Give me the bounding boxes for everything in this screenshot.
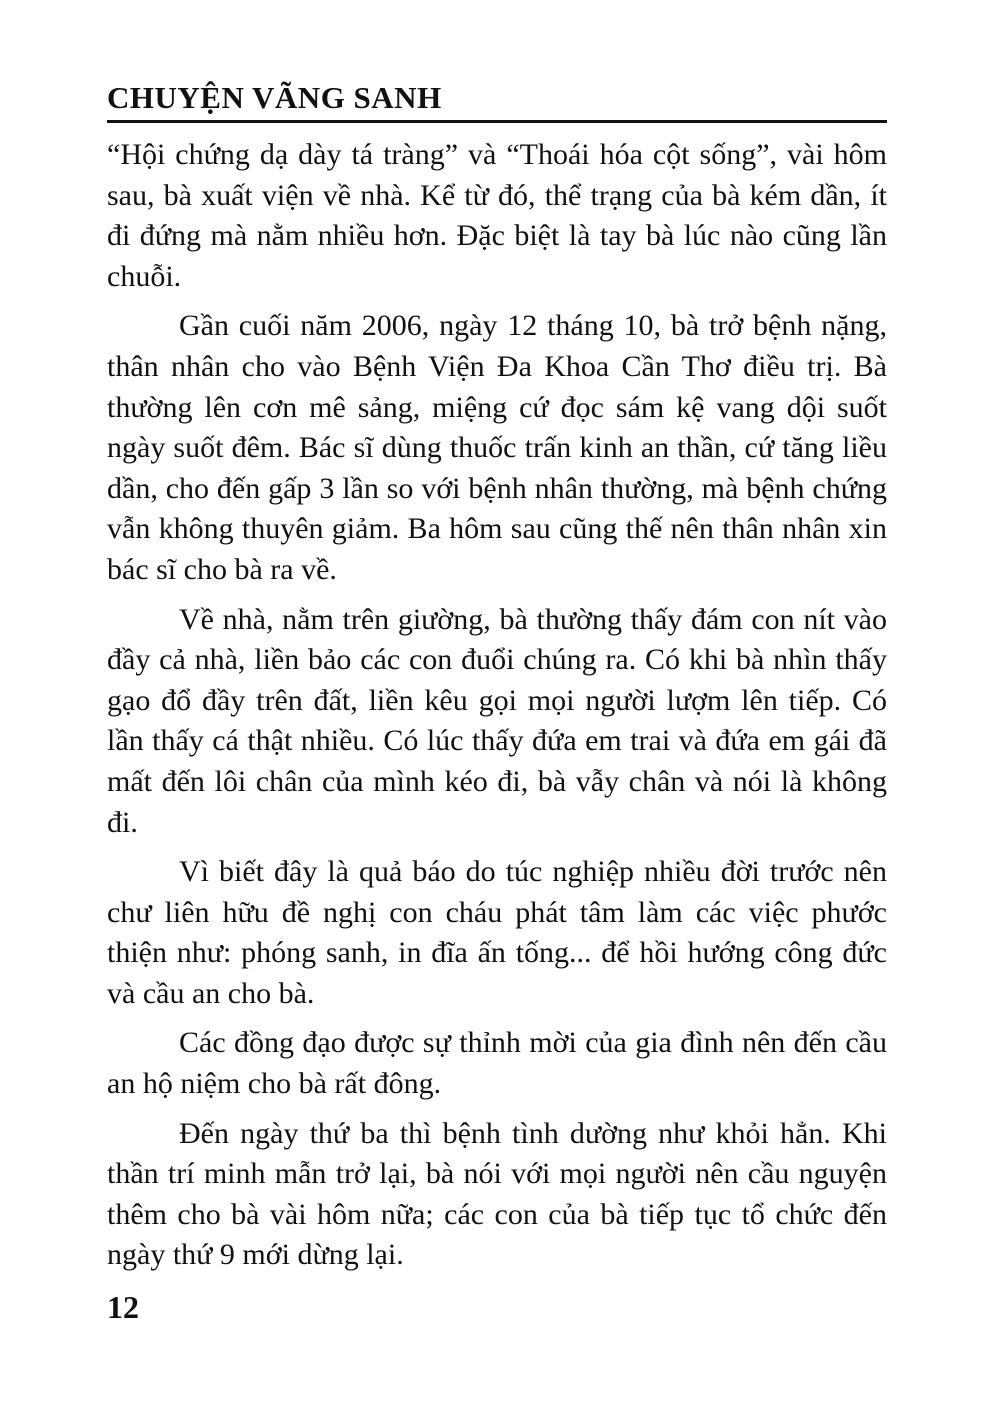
paragraph: Đến ngày thứ ba thì bệnh tình dường như khỏi hẳn. Khi thần trí minh mẫn trở lại, bà nói với mọi người nên cầu nguyện thêm cho bà vài hôm nữa; các con của bà tiếp tục tổ chức đến ngày thứ 9 mới dừng lại. xyxy=(107,1116,887,1272)
page-number: 12 xyxy=(107,1289,139,1325)
running-header: CHUYỆN VÃNG SANH xyxy=(107,80,442,115)
paragraph: Về nhà, nằm trên giường, bà thường thấy đám con nít vào đầy cả nhà, liền bảo các con đuổi chúng ra. Có khi bà nhìn thấy gạo đổ đầy trên đất, liền kêu gọi mọi người lượm lên tiếp. Có lần thấy cá thật nhiều. Có lúc thấy đứa em trai và đứa em gái đã mất đến lôi chân của mình kéo đi, bà vẫy chân và nói là không đi. xyxy=(107,602,887,839)
header-rule xyxy=(107,120,887,123)
book-page xyxy=(107,78,887,1285)
paragraph: Các đồng đạo được sự thỉnh mời của gia đình nên đến cầu an hộ niệm cho bà rất đông. xyxy=(107,1026,887,1101)
paragraph: “Hội chứng dạ dày tá tràng” và “Thoái hóa cột sống”, vài hôm sau, bà xuất viện về nhà. Kể từ đó, thể trạng của bà kém dần, ít đi đứng mà nằm nhiều hơn. Đặc biệt là tay bà lúc nào cũng lần chuỗi. xyxy=(107,138,887,293)
paragraph: Vì biết đây là quả báo do túc nghiệp nhiều đời trước nên chư liên hữu đề nghị con cháu phát tâm làm các việc phước thiện như: phóng sanh, in đĩa ấn tống... để hồi hướng công đức và cầu an cho bà. xyxy=(107,855,887,1010)
body-text xyxy=(107,135,887,1276)
paragraph: Gần cuối năm 2006, ngày 12 tháng 10, bà trở bệnh nặng, thân nhân cho vào Bệnh Viện Đa Khoa Cần Thơ điều trị. Bà thường lên cơn mê sảng, miệng cứ đọc sám kệ vang dội suốt ngày suốt đêm. Bác sĩ dùng thuốc trấn kinh an thần, cứ tăng liều dần, cho đến gấp 3 lần so với bệnh nhân thường, mà bệnh chứng vẫn không thuyên giảm. Ba hôm sau cũng thế nên thân nhân xin bác sĩ cho bà ra về. xyxy=(107,309,887,586)
